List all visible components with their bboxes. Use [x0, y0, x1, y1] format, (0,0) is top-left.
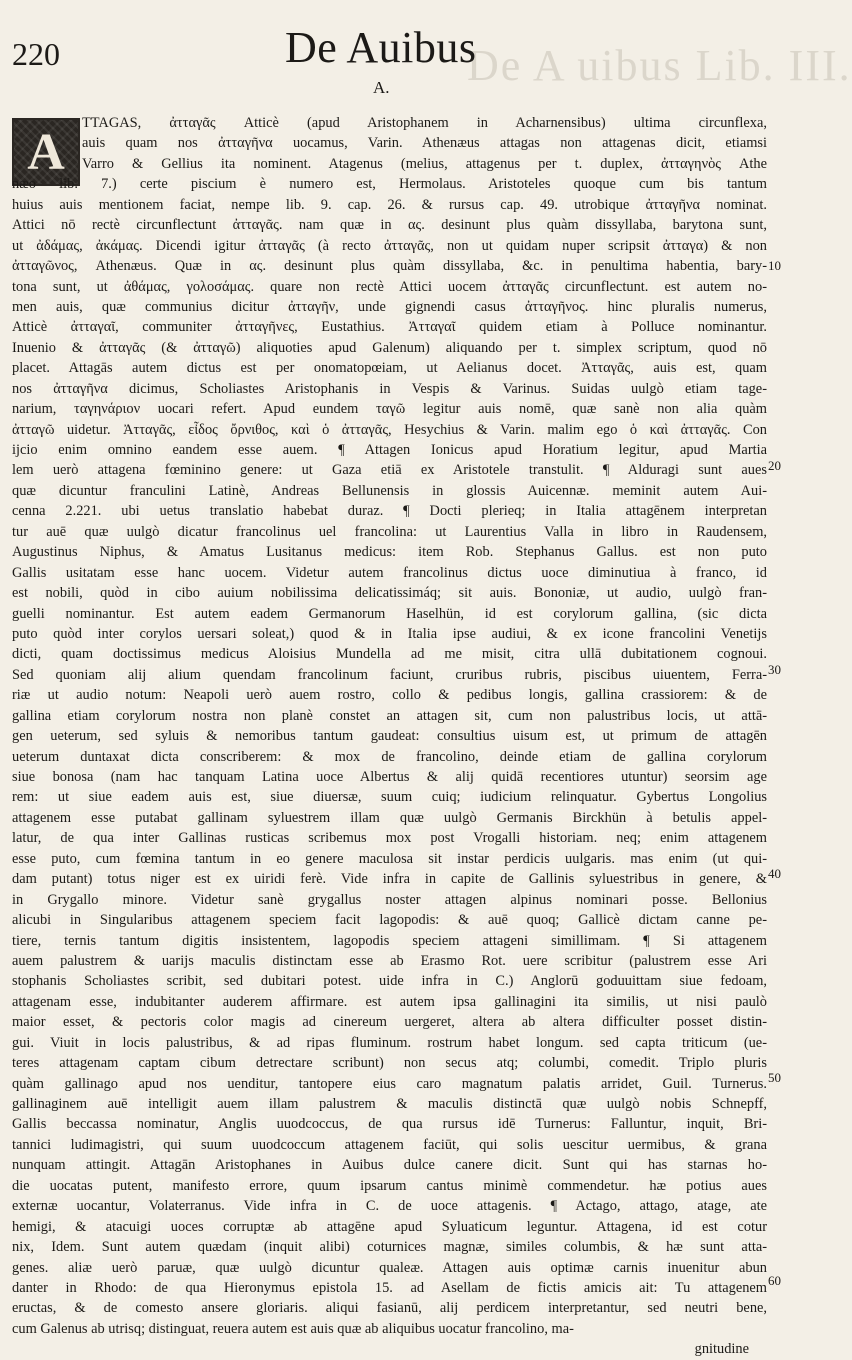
margin-number: 20	[768, 458, 781, 473]
text-line: attagenam esse, indubitanter auderem affirmare. est autem ipsa gallinagini ita similis, ut nisi paulò	[12, 993, 767, 1010]
text-line: riæ ut audio notum: Neapoli uerò auem rostro, collo & pedibus longis, gallina crassiorem: & de	[12, 687, 767, 704]
margin-number: 50	[768, 1070, 781, 1085]
text-line: gallinaginem auē intelligit auem illam palustrem & maculis distinctā quæ uulgò nobis Schnepff,	[12, 1096, 767, 1112]
body-text	[12, 113, 767, 1360]
catchword: gnitudine	[694, 1341, 749, 1358]
text-line: est nobili, quòd in cibo auium nobilissima delicatissimáq; sit auis. Bononiæ, ut audio, uulgò fran-	[12, 585, 767, 602]
text-line: alicubi in Singularibus attagenem speciem facit lagopodis: & auē quoq; Gallicè dictam canne pe-	[12, 912, 767, 929]
text-line: Gallis usitatam esse hanc uocem. Videtur autem francolinus dictus uoce diminutiua à franco, id	[12, 564, 767, 581]
text-line: genes. aliæ uerò paruæ, quæ uulgò dicuntur qualeæ. Attagen auis optimæ carnis inuenitur abun	[12, 1259, 767, 1276]
text-line: nunquam attingit. Attagān Aristophanes in Auibus dulce canere dicit. Sunt qui has starnas ho-	[12, 1157, 767, 1174]
text-line: tur auē quæ uulgò dicatur francolinus uel francolina: ut Laurentius Valla in libro in Raudensem,	[12, 523, 767, 540]
text-line: in Grygallo minore. Videtur sanè grygallus noster attagen alpinus nominari posse. Bellonius	[12, 891, 767, 908]
margin-number: 10	[768, 258, 781, 273]
text-line: narium, ταγηνάριον uocari refert. Apud eundem ταγῶ legitur auis nomē, quæ sanè non alia quàm	[12, 401, 767, 418]
text-line: Gallis beccassa nominatur, Anglis uuodcoccus, de qua rursus idē Turnerus: Falluntur, inquit, Bri-	[12, 1116, 767, 1133]
text-line: quàm gallinago apud nos uenditur, tantopere eius caro magnatum palatis arridet, Guil. Turnerus.	[12, 1075, 767, 1092]
text-line: hemigi, & atacuigi uoces corruptæ ab attagēne apud Syluaticum leguntur. Attagena, id est cotur	[12, 1218, 767, 1235]
text-line: maior esset, & pectoris color magis ad cinereum uergeret, altera ab altera difficulter posset distin-	[12, 1014, 767, 1031]
text-line: men auis, quæ communius dicitur ἀτταγῆν, unde gignendi casus ἀτταγῆνος. hinc pluralis numerus,	[12, 298, 767, 315]
text-line: Attici nō rectè circunflectunt ἀτταγᾶς. nam quæ in ας. desinunt plus quàm dissyllaba, barytona sunt,	[12, 217, 767, 234]
text-line: tannici ludimagistri, qui suum uuodcoccum attagenem faciūt, qui solis uescitur uermibus, & grana	[12, 1136, 767, 1153]
text-line: gen ueterum, sed syluis & nemoribus tantum gaudeat: consultius uisum est, ut primum de attagēn	[12, 728, 767, 745]
text-line: nix, Idem. Sunt autem quædam (inquit alibi) coturnices magnæ, similes columbis, & hæ sunt atta-	[12, 1239, 767, 1256]
text-line: nos ἀτταγῆνα dicimus, Scholiastes Aristophanis in Vespis & Varinus. Suidas uulgò etiam tage-	[12, 380, 767, 397]
text-line: teres attagenam captam cibum detrectare scribunt) non secus atq; columbi, comedit. Triplo pluris	[12, 1055, 767, 1072]
text-line: tona sunt, ut ἀθάμας, γολοσάμας. quare non rectè Attici uocem ἀτταγᾶς circunflectunt. est autem no-	[12, 278, 767, 295]
text-line: esse puto, cum fœmina tantum in eo genere maculosa sit instar perdicis uulgaris. mas enim (ut qui-	[12, 850, 767, 867]
margin-number: 30	[768, 662, 781, 677]
section-letter: A.	[373, 78, 390, 97]
text-line: quæ dicuntur franculini Latinè, Andreas Bellunensis in glossis Auicennæ. meminit autem Aui-	[12, 482, 767, 499]
drop-cap: A	[12, 118, 80, 186]
text-line: dam putant) totus niger est ex uiridi ferè. Vide infra in capite de Gallinis syluestribus in genere, &	[12, 871, 767, 888]
margin-number: 60	[768, 1273, 781, 1288]
text-line: eructas, & de comesto ansere gloriaris. aliqui fasianū, alij perdicem interpretantur, sed neutri bene,	[12, 1300, 767, 1317]
text-line: Augustinus Niphus, & Amatus Lusitanus medicus: item Rob. Stephanus Gallus. est non puto	[12, 544, 767, 561]
text-line: attagenem esse putabat gallinam syluestrem illam quæ uulgò Germanis Birckhün à betulis appel-	[12, 809, 767, 826]
text-line: auis quam nos ἀτταγῆνα uocamus, Varin. Athenæus attagas non attagenas dicit, etiamsi	[82, 135, 767, 152]
text-line: cum Galenus ab utrisq; distinguat, reuera autem est auis quæ ab aliquibus uocatur francolino, ma-	[12, 1320, 574, 1337]
text-line: stophanis Scholiastes scribit, sed dubitari potest. uide infra in C.) Anglorū goduuittam siue fedoam,	[12, 973, 767, 990]
bleed-through-text: De A uibus Lib. III.	[467, 41, 852, 90]
text-line: ut ἀδάμας, ἀκάμας. Dicendi igitur ἀτταγᾶς (à recto ἀτταγᾶς, non ut quidam nuper scripsit ἀτταγα) & non	[12, 237, 767, 254]
text-line: placet. Attagās autem dictus est per onomatopœiam, ut Aelianus docet. Ἀτταγᾶς, auis est, quam	[12, 360, 767, 377]
text-line: externæ uocantur, Volaterranus. Vide infra in C. de uoce attagenis. ¶ Actago, attago, atage, ate	[12, 1198, 767, 1215]
text-line: danter in Rhodo: de qua Hieronymus epistola 15. ad Asellam de fictis amicis ait: Tu attagenem	[12, 1279, 767, 1296]
text-line: cenna 2.221. ubi uetus translatio habebat duraz. ¶ Docti plerieq; in Italia attagēnem interpretan	[12, 503, 767, 520]
text-line: siue bonosa (nam hac tanquam Latina uoce Albertus & alij quidā recentiores utuntur) seorsim age	[12, 769, 767, 785]
text-line: ijcio enim omnino eandem esse auem. ¶ Attagen Ionicus apud Horatium legitur, apud Martia	[12, 442, 767, 458]
text-line: ἀτταγῶνος, Athenæus. Quæ in ας. desinunt plus quàm dissyllaba, &c. in penultima habentia, bary-	[12, 258, 767, 275]
text-line: Inuenio & ἀτταγᾶς (& ἀτταγῶ) aliquoties apud Galenum) aliquando per t. simplex scriptum, quod nō	[12, 339, 767, 356]
text-line: guelli nominantur. Est autem eadem Germanorum Haselhün, id est corylorum gallina, (sic dicta	[12, 605, 767, 622]
text-line: rem: ut siue eadem auis est, siue diuersæ, suum cuiq; iudicium relinquatur. Gybertus Longolius	[12, 789, 767, 806]
text-line: gallina etiam corylorum nostra non planè constet an attagen sit, cum non palustribus locis, ut attā-	[12, 707, 767, 724]
text-line: auem palustrem & uarijs maculis distinctam esse ab Erasmo Rot. uere scribitur (palustrem esse Ari	[12, 952, 767, 969]
text-line: ἀτταγῶ uidetur. Ἀτταγᾶς, εἶδος ὄρνιθος, καὶ ὁ ἀτταγᾶς, Hesychius & Varin. malim ego ὁ καὶ ἀτταγᾶς. Con	[12, 421, 767, 438]
text-line: latur, de qua inter Gallinas rusticas scribemus mox post Vrogalli historiam. neq; enim attagenem	[12, 830, 767, 847]
page-number: 220	[12, 36, 60, 72]
text-line: ueterum duntaxat dicta conscriberem: & mox de francolino, deinde etiam de gallina corylorum	[12, 748, 767, 765]
text-line: Varro & Gellius ita nominent. Atagenus (melius, attagenus per t. duplex, ἀτταγηνὸς Athe	[82, 155, 767, 172]
text-line: lem uerò attagena fœminino genere: ut Gaza etiā ex Aristotele transtulit. ¶ Alduragi sunt aues	[12, 462, 767, 479]
text-line: Atticè ἀτταγαῖ, communiter ἀτταγῆνες, Eustathius. Ἀτταγαῖ quidem etiam à Polluce nominantur.	[12, 319, 767, 336]
running-head: De Auibus	[285, 23, 477, 72]
text-line: dicti, quam doctissimus medicus Aloisius Mundella ad me misit, citra ullā dubitationem cognoui.	[12, 646, 767, 663]
margin-number: 40	[768, 866, 781, 881]
text-line: die uocatas putent, manifesto errore, quum ipsarum cantus minimè commendetur. hæ potius aues	[12, 1177, 767, 1194]
text-line: puto quòd inter corylos uersari soleat,) quod & in Italia ipse audiui, & ex icone francolini Venetijs	[12, 625, 767, 642]
text-line: tiere, ternis tantum digitis insistentem, lagopodis speciem attageni simillimam. ¶ Si attagenem	[12, 932, 767, 949]
text-line: næo lib. 7.) certe piscium è numero est, Hermolaus. Aristoteles quoque cum bis tantum	[12, 176, 767, 193]
text-line: Sed quoniam alij alium quendam francolinum faciunt, cruribus rubris, piscibus uiuentem, Ferra-	[12, 666, 767, 683]
text-line: gui. Viuit in locis palustribus, & ad ripas fluminum. rostrum habet longum. sed capta triticum (ue-	[12, 1034, 767, 1051]
text-line: huius auis mentionem faciat, nempe lib. 9. cap. 26. & rursus cap. 49. utrobique ἀτταγῆνα nominat.	[12, 196, 767, 213]
text-line: TTAGAS, ἀτταγᾶς Atticè (apud Aristophanem in Acharnensibus) ultima circunflexa,	[82, 115, 767, 131]
